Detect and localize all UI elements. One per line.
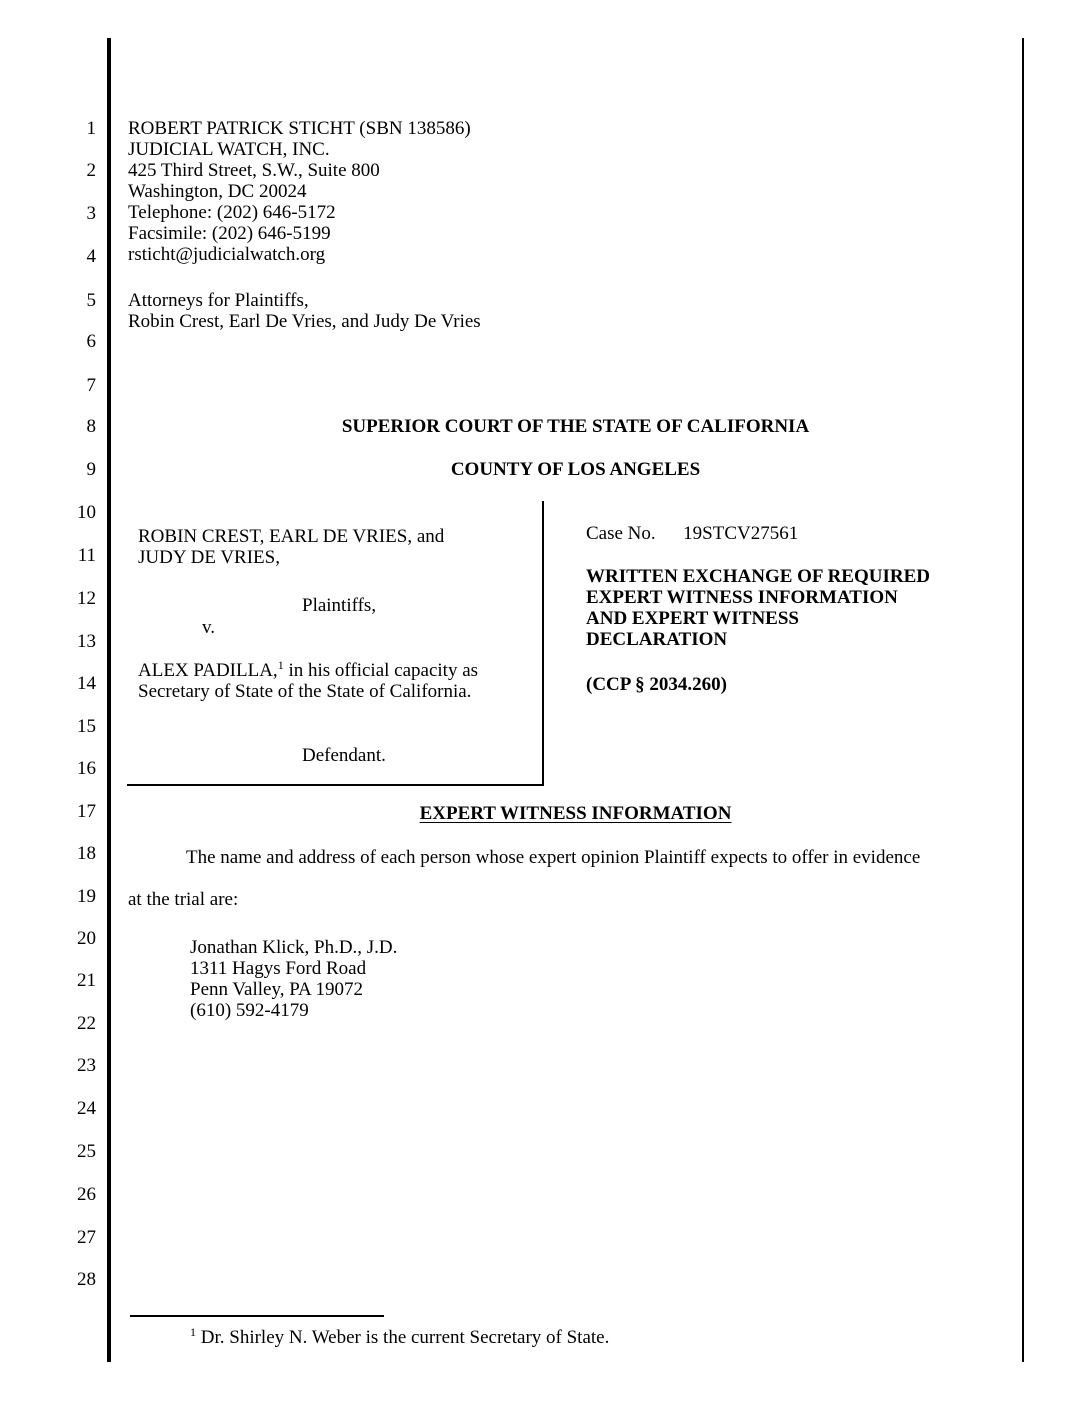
left-margin-rule bbox=[107, 38, 111, 1362]
line-number: 2 bbox=[86, 160, 96, 181]
line-number: 8 bbox=[86, 416, 96, 437]
paragraph-line-1: The name and address of each person whose expert opinion Plaintiff expects to offer in evidence bbox=[186, 847, 921, 868]
statute-reference: (CCP § 2034.260) bbox=[586, 674, 727, 695]
line-number: 13 bbox=[77, 631, 96, 652]
expert-address-block bbox=[190, 937, 397, 1021]
firm-name: JUDICIAL WATCH, INC. bbox=[128, 139, 330, 160]
line-number: 20 bbox=[77, 928, 96, 949]
line-number: 26 bbox=[77, 1184, 96, 1205]
attorneys-for: Attorneys for Plaintiffs, bbox=[128, 290, 309, 311]
represented-parties: Robin Crest, Earl De Vries, and Judy De Vries bbox=[128, 311, 481, 332]
footnote bbox=[190, 1327, 609, 1348]
defendant-label: Defendant. bbox=[302, 745, 386, 766]
telephone: Telephone: (202) 646-5172 bbox=[128, 202, 336, 223]
defendant-block bbox=[138, 660, 478, 702]
defendant-line-2: Secretary of State of the State of California. bbox=[138, 681, 472, 702]
caption-horizontal-rule bbox=[127, 784, 544, 786]
line-number: 5 bbox=[86, 290, 96, 311]
firm-city: Washington, DC 20024 bbox=[128, 181, 307, 202]
representation-block bbox=[128, 290, 481, 332]
document-title-line-4: DECLARATION bbox=[586, 629, 728, 650]
paragraph-line-2: at the trial are: bbox=[128, 889, 239, 910]
defendant-capacity: in his official capacity as bbox=[283, 660, 479, 681]
plaintiffs-names bbox=[138, 526, 444, 568]
line-number: 19 bbox=[77, 886, 96, 907]
line-number: 22 bbox=[77, 1013, 96, 1034]
court-name: SUPERIOR COURT OF THE STATE OF CALIFORNIA bbox=[341, 416, 810, 437]
line-number: 28 bbox=[77, 1269, 96, 1290]
attorney-block bbox=[128, 118, 471, 265]
line-number: 7 bbox=[86, 375, 96, 396]
line-number: 1 bbox=[86, 118, 96, 139]
right-margin-rule bbox=[1022, 38, 1024, 1362]
footnote-marker: 1 bbox=[190, 1325, 196, 1339]
line-number: 18 bbox=[77, 843, 96, 864]
line-number: 24 bbox=[77, 1098, 96, 1119]
line-number: 21 bbox=[77, 970, 96, 991]
line-number: 14 bbox=[77, 673, 96, 694]
footnote-separator bbox=[130, 1315, 384, 1317]
court-county: COUNTY OF LOS ANGELES bbox=[450, 459, 701, 480]
line-number: 4 bbox=[86, 246, 96, 267]
line-number: 9 bbox=[86, 459, 96, 480]
defendant-line-1 bbox=[138, 660, 478, 681]
email: rsticht@judicialwatch.org bbox=[128, 244, 326, 265]
firm-street: 425 Third Street, S.W., Suite 800 bbox=[128, 160, 380, 181]
line-number: 12 bbox=[77, 588, 96, 609]
line-number: 27 bbox=[77, 1227, 96, 1248]
line-number: 25 bbox=[77, 1141, 96, 1162]
footnote-reference[interactable]: 1 bbox=[277, 658, 284, 672]
line-number: 23 bbox=[77, 1055, 96, 1076]
document-title-line-3: AND EXPERT WITNESS bbox=[586, 608, 799, 629]
case-number: 19STCV27561 bbox=[683, 523, 799, 544]
expert-street: 1311 Hagys Ford Road bbox=[190, 958, 367, 979]
line-number: 6 bbox=[86, 331, 96, 352]
plaintiffs-label: Plaintiffs, bbox=[302, 595, 377, 616]
document-title-line-2: EXPERT WITNESS INFORMATION bbox=[586, 587, 898, 608]
expert-phone: (610) 592-4179 bbox=[190, 1000, 309, 1021]
plaintiffs-line-2: JUDY DE VRIES, bbox=[138, 547, 280, 568]
section-heading: EXPERT WITNESS INFORMATION bbox=[419, 803, 732, 824]
document-title bbox=[586, 566, 930, 650]
case-number-row bbox=[586, 523, 798, 544]
expert-name: Jonathan Klick, Ph.D., J.D. bbox=[190, 937, 398, 958]
line-number: 3 bbox=[86, 203, 96, 224]
attorney-name: ROBERT PATRICK STICHT (SBN 138586) bbox=[128, 118, 471, 139]
document-title-line-1: WRITTEN EXCHANGE OF REQUIRED bbox=[586, 566, 930, 587]
line-number: 15 bbox=[77, 716, 96, 737]
line-number: 11 bbox=[77, 545, 96, 566]
versus: v. bbox=[202, 617, 216, 638]
plaintiffs-line-1: ROBIN CREST, EARL DE VRIES, and bbox=[138, 526, 445, 547]
case-number-label: Case No. bbox=[586, 523, 656, 544]
defendant-name: ALEX PADILLA, bbox=[138, 660, 278, 681]
caption-vertical-rule bbox=[542, 501, 544, 786]
facsimile: Facsimile: (202) 646-5199 bbox=[128, 223, 331, 244]
line-number: 10 bbox=[77, 502, 96, 523]
footnote-text: Dr. Shirley N. Weber is the current Secretary of State. bbox=[196, 1327, 610, 1348]
line-number: 16 bbox=[77, 758, 96, 779]
expert-city: Penn Valley, PA 19072 bbox=[190, 979, 363, 1000]
line-number: 17 bbox=[77, 801, 96, 822]
